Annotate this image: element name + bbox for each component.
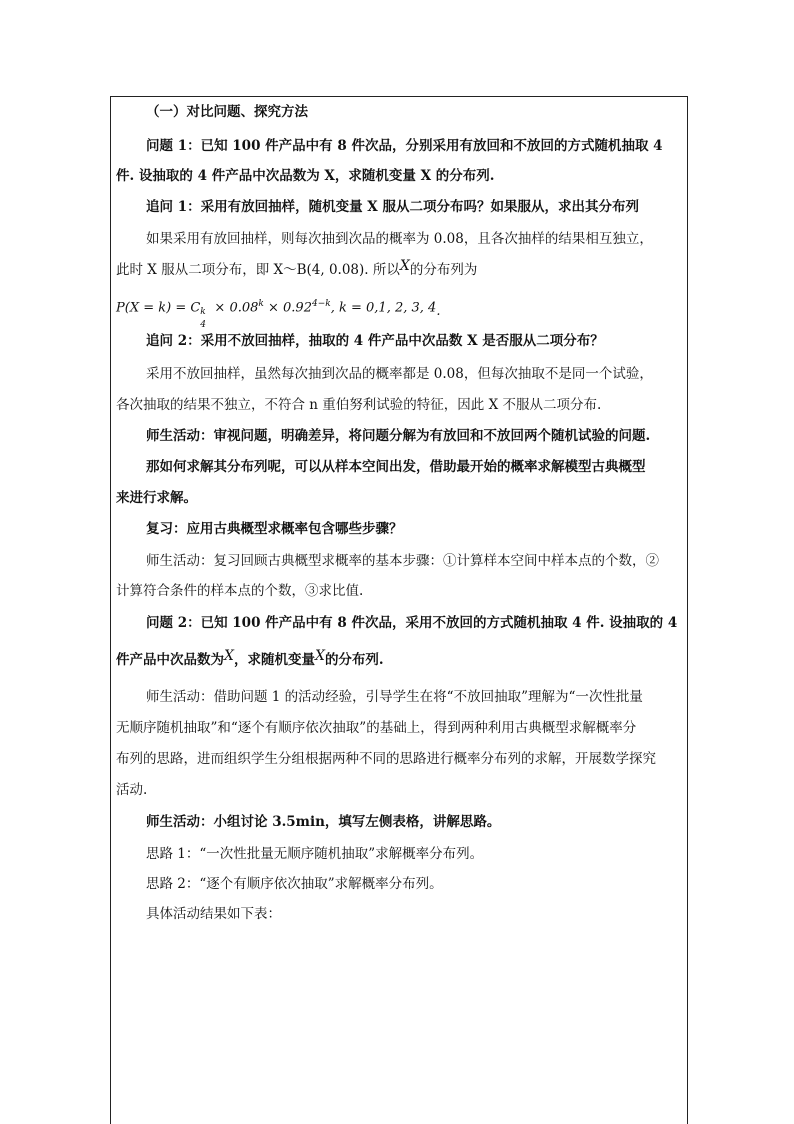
formula-mid2: × 0.92 [263, 300, 312, 316]
table-cell-frame [110, 96, 688, 1124]
formula-lhs: P(X = k) = C [116, 300, 201, 316]
follow-up-1-answer-line-1: 如果采用有放回抽样，则每次抽到次品的概率为 0.08，且各次抽样的结果相互独立， [146, 231, 653, 247]
idea-1: 思路 1：“一次性批量无顺序随机抽取”求解概率分布列。 [146, 846, 484, 862]
binomial-formula [116, 296, 441, 331]
math-variable-x: X [224, 648, 234, 664]
question-2-line-2 [116, 648, 384, 668]
transition-line-2: 来进行求解。 [116, 490, 197, 506]
question-2-text: 件产品中次品数为 [116, 652, 224, 668]
activity-4: 师生活动：小组讨论 3.5min，填写左侧表格，讲解思路。 [146, 814, 501, 830]
follow-up-2: 追问 2：采用不放回抽样，抽取的 4 件产品中次品数 X 是否服从二项分布？ [146, 333, 604, 349]
answer-text: 的分布列为 [409, 262, 478, 278]
math-variable-x: X [314, 648, 325, 664]
follow-up-2-answer-line-1: 采用不放回抽样，虽然每次抽到次品的概率都是 0.08，但每次抽取不是同一个试验， [146, 366, 653, 382]
question-2-text: ，求随机变量 [233, 652, 315, 668]
formula-rhs: , k = 0,1, 2, 3, 4 [330, 300, 437, 316]
formula-sup-k: k [200, 307, 206, 318]
question-1-line-2: 件. 设抽取的 4 件产品中次品数为 X，求随机变量 X 的分布列. [116, 168, 495, 184]
formula-sup-k2: k [258, 299, 264, 309]
follow-up-1: 追问 1：采用有放回抽样，随机变量 X 服从二项分布吗？如果服从，求出其分布列 [146, 199, 639, 215]
section-title: （一）对比问题、探究方法 [146, 104, 308, 120]
review-question: 复习：应用古典概型求概率包含哪些步骤？ [146, 521, 403, 537]
question-1-line-1: 问题 1：已知 100 件产品中有 8 件次品，分别采用有放回和不放回的方式随机抽取 4 [146, 138, 663, 154]
idea-2: 思路 2：“逐个有顺序依次抽取”求解概率分布列。 [146, 876, 443, 892]
activity-3-line-2: 无顺序随机抽取”和“逐个有顺序依次抽取”的基础上，得到两种利用古典概型求解概率分 [116, 720, 637, 736]
activity-1: 师生活动：审视问题，明确差异，将问题分解为有放回和不放回两个随机试验的问题. [146, 428, 651, 444]
result-intro: 具体活动结果如下表： [146, 906, 281, 922]
formula-mid: × 0.08 [210, 300, 259, 316]
answer-text: 此时 X 服从二项分布，即 X～B(4, 0.08). 所以 [116, 262, 400, 278]
transition-line-1: 那如何求解其分布列呢，可以从样本空间出发，借助最开始的概率求解模型古典概型 [146, 459, 646, 475]
math-variable-x: X [399, 258, 410, 274]
question-2-text: 的分布列. [324, 652, 384, 668]
question-2-line-1: 问题 2：已知 100 件产品中有 8 件次品，采用不放回的方式随机抽取 4 件. 设抽取的 4 [146, 615, 678, 631]
follow-up-1-answer-line-2 [116, 258, 478, 278]
activity-3-line-4: 活动. [116, 782, 148, 798]
activity-2-line-2: 计算符合条件的样本点的个数，③求比值. [116, 583, 364, 599]
activity-2-line-1: 师生活动：复习回顾古典概型求概率的基本步骤：①计算样本空间中样本点的个数，② [146, 553, 659, 569]
activity-3-line-1: 师生活动：借助问题 1 的活动经验，引导学生在将“不放回抽取”理解为“一次性批量 [146, 689, 643, 705]
activity-3-line-3: 布列的思路，进而组织学生分组根据两种不同的思路进行概率分布列的求解，开展数学探究 [116, 751, 656, 767]
formula-sub-4: 4 [200, 320, 207, 331]
follow-up-2-answer-line-2: 各次抽取的结果不独立，不符合 n 重伯努利试验的特征，因此 X 不服从二项分布. [116, 397, 602, 413]
formula-sup-4k: 4−k [311, 299, 331, 309]
formula-end: . [436, 304, 441, 320]
